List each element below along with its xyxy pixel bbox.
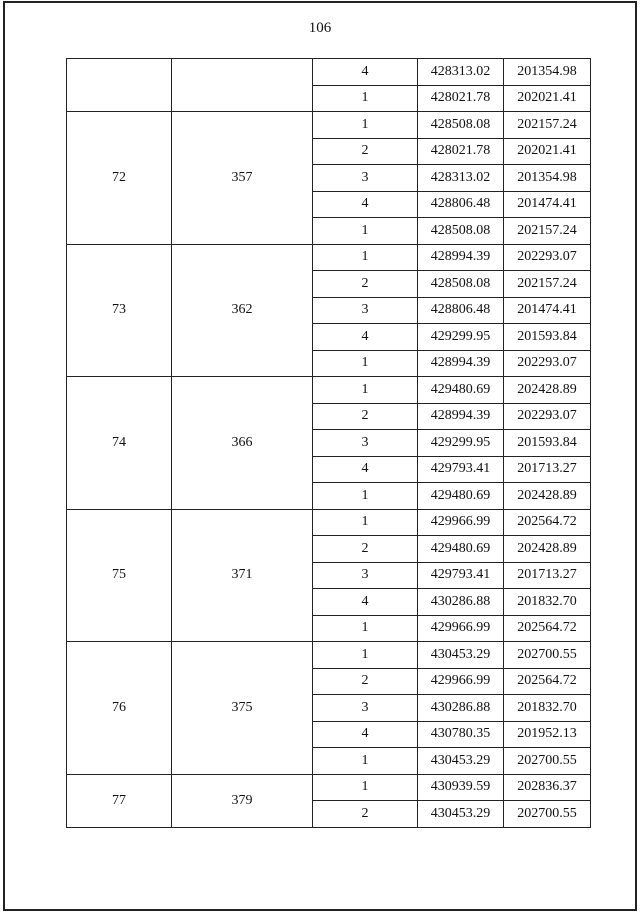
- x-coordinate-cell: 429966.99: [418, 509, 504, 536]
- parcel-number-cell: 74: [67, 377, 172, 510]
- y-coordinate-cell: 201593.84: [504, 324, 591, 351]
- y-coordinate-cell: 202428.89: [504, 483, 591, 510]
- y-coordinate-cell: 202293.07: [504, 244, 591, 271]
- x-coordinate-cell: 428994.39: [418, 403, 504, 430]
- point-number-cell: 2: [313, 138, 418, 165]
- parcel-number-cell: [67, 59, 172, 112]
- x-coordinate-cell: 429480.69: [418, 536, 504, 563]
- point-number-cell: 3: [313, 430, 418, 457]
- x-coordinate-cell: 429480.69: [418, 483, 504, 510]
- coordinates-table: [66, 58, 591, 828]
- x-coordinate-cell: 428508.08: [418, 112, 504, 139]
- point-number-cell: 1: [313, 350, 418, 377]
- x-coordinate-cell: 429793.41: [418, 456, 504, 483]
- x-coordinate-cell: 430286.88: [418, 695, 504, 722]
- y-coordinate-cell: 202836.37: [504, 774, 591, 801]
- point-number-cell: 3: [313, 695, 418, 722]
- x-coordinate-cell: 428508.08: [418, 218, 504, 245]
- y-coordinate-cell: 201713.27: [504, 562, 591, 589]
- point-number-cell: 1: [313, 642, 418, 669]
- parcel-number-cell: 75: [67, 509, 172, 642]
- x-coordinate-cell: 428313.02: [418, 59, 504, 86]
- table-row: [67, 509, 591, 536]
- point-number-cell: 4: [313, 721, 418, 748]
- y-coordinate-cell: 201593.84: [504, 430, 591, 457]
- parcel-number-cell: 72: [67, 112, 172, 245]
- point-number-cell: 2: [313, 403, 418, 430]
- y-coordinate-cell: 202293.07: [504, 403, 591, 430]
- x-coordinate-cell: 429966.99: [418, 668, 504, 695]
- y-coordinate-cell: 202157.24: [504, 271, 591, 298]
- x-coordinate-cell: 428021.78: [418, 85, 504, 112]
- page-number: 106: [308, 20, 332, 36]
- table-row: [67, 244, 591, 271]
- y-coordinate-cell: 201713.27: [504, 456, 591, 483]
- point-number-cell: 2: [313, 668, 418, 695]
- y-coordinate-cell: 202428.89: [504, 377, 591, 404]
- point-number-cell: 2: [313, 271, 418, 298]
- parcel-number-cell: 73: [67, 244, 172, 377]
- x-coordinate-cell: 428508.08: [418, 271, 504, 298]
- y-coordinate-cell: 202157.24: [504, 112, 591, 139]
- y-coordinate-cell: 202700.55: [504, 642, 591, 669]
- point-number-cell: 1: [313, 112, 418, 139]
- area-cell: 362: [172, 244, 313, 377]
- y-coordinate-cell: 202564.72: [504, 668, 591, 695]
- y-coordinate-cell: 201832.70: [504, 695, 591, 722]
- area-cell: 371: [172, 509, 313, 642]
- y-coordinate-cell: 202428.89: [504, 536, 591, 563]
- x-coordinate-cell: 428806.48: [418, 191, 504, 218]
- parcel-number-cell: 76: [67, 642, 172, 775]
- point-number-cell: 4: [313, 456, 418, 483]
- y-coordinate-cell: 202293.07: [504, 350, 591, 377]
- area-cell: 379: [172, 774, 313, 827]
- point-number-cell: 1: [313, 218, 418, 245]
- y-coordinate-cell: 201952.13: [504, 721, 591, 748]
- point-number-cell: 4: [313, 191, 418, 218]
- area-cell: 375: [172, 642, 313, 775]
- y-coordinate-cell: 202700.55: [504, 748, 591, 775]
- parcel-number-cell: 77: [67, 774, 172, 827]
- y-coordinate-cell: 201832.70: [504, 589, 591, 616]
- y-coordinate-cell: 201474.41: [504, 297, 591, 324]
- point-number-cell: 2: [313, 536, 418, 563]
- area-cell: 366: [172, 377, 313, 510]
- table-row: [67, 377, 591, 404]
- y-coordinate-cell: 202564.72: [504, 509, 591, 536]
- y-coordinate-cell: 202564.72: [504, 615, 591, 642]
- x-coordinate-cell: 429480.69: [418, 377, 504, 404]
- y-coordinate-cell: 202021.41: [504, 138, 591, 165]
- point-number-cell: 1: [313, 244, 418, 271]
- point-number-cell: 4: [313, 589, 418, 616]
- y-coordinate-cell: 201474.41: [504, 191, 591, 218]
- x-coordinate-cell: 428994.39: [418, 244, 504, 271]
- point-number-cell: 2: [313, 801, 418, 828]
- x-coordinate-cell: 429793.41: [418, 562, 504, 589]
- x-coordinate-cell: 428806.48: [418, 297, 504, 324]
- x-coordinate-cell: 429966.99: [418, 615, 504, 642]
- point-number-cell: 1: [313, 509, 418, 536]
- point-number-cell: 3: [313, 165, 418, 192]
- point-number-cell: 3: [313, 562, 418, 589]
- point-number-cell: 1: [313, 377, 418, 404]
- point-number-cell: 1: [313, 85, 418, 112]
- x-coordinate-cell: 430780.35: [418, 721, 504, 748]
- point-number-cell: 1: [313, 774, 418, 801]
- table-row: [67, 59, 591, 86]
- table-row: [67, 774, 591, 801]
- y-coordinate-cell: 201354.98: [504, 59, 591, 86]
- y-coordinate-cell: 202157.24: [504, 218, 591, 245]
- x-coordinate-cell: 430453.29: [418, 642, 504, 669]
- x-coordinate-cell: 428021.78: [418, 138, 504, 165]
- x-coordinate-cell: 430453.29: [418, 748, 504, 775]
- x-coordinate-cell: 428313.02: [418, 165, 504, 192]
- x-coordinate-cell: 430453.29: [418, 801, 504, 828]
- x-coordinate-cell: 428994.39: [418, 350, 504, 377]
- point-number-cell: 1: [313, 615, 418, 642]
- area-cell: [172, 59, 313, 112]
- x-coordinate-cell: 430286.88: [418, 589, 504, 616]
- point-number-cell: 1: [313, 483, 418, 510]
- y-coordinate-cell: 201354.98: [504, 165, 591, 192]
- point-number-cell: 4: [313, 324, 418, 351]
- x-coordinate-cell: 429299.95: [418, 324, 504, 351]
- x-coordinate-cell: 430939.59: [418, 774, 504, 801]
- point-number-cell: 4: [313, 59, 418, 86]
- table-row: [67, 112, 591, 139]
- coordinates-table-body: [67, 59, 591, 828]
- table-row: [67, 642, 591, 669]
- point-number-cell: 3: [313, 297, 418, 324]
- y-coordinate-cell: 202700.55: [504, 801, 591, 828]
- x-coordinate-cell: 429299.95: [418, 430, 504, 457]
- area-cell: 357: [172, 112, 313, 245]
- y-coordinate-cell: 202021.41: [504, 85, 591, 112]
- point-number-cell: 1: [313, 748, 418, 775]
